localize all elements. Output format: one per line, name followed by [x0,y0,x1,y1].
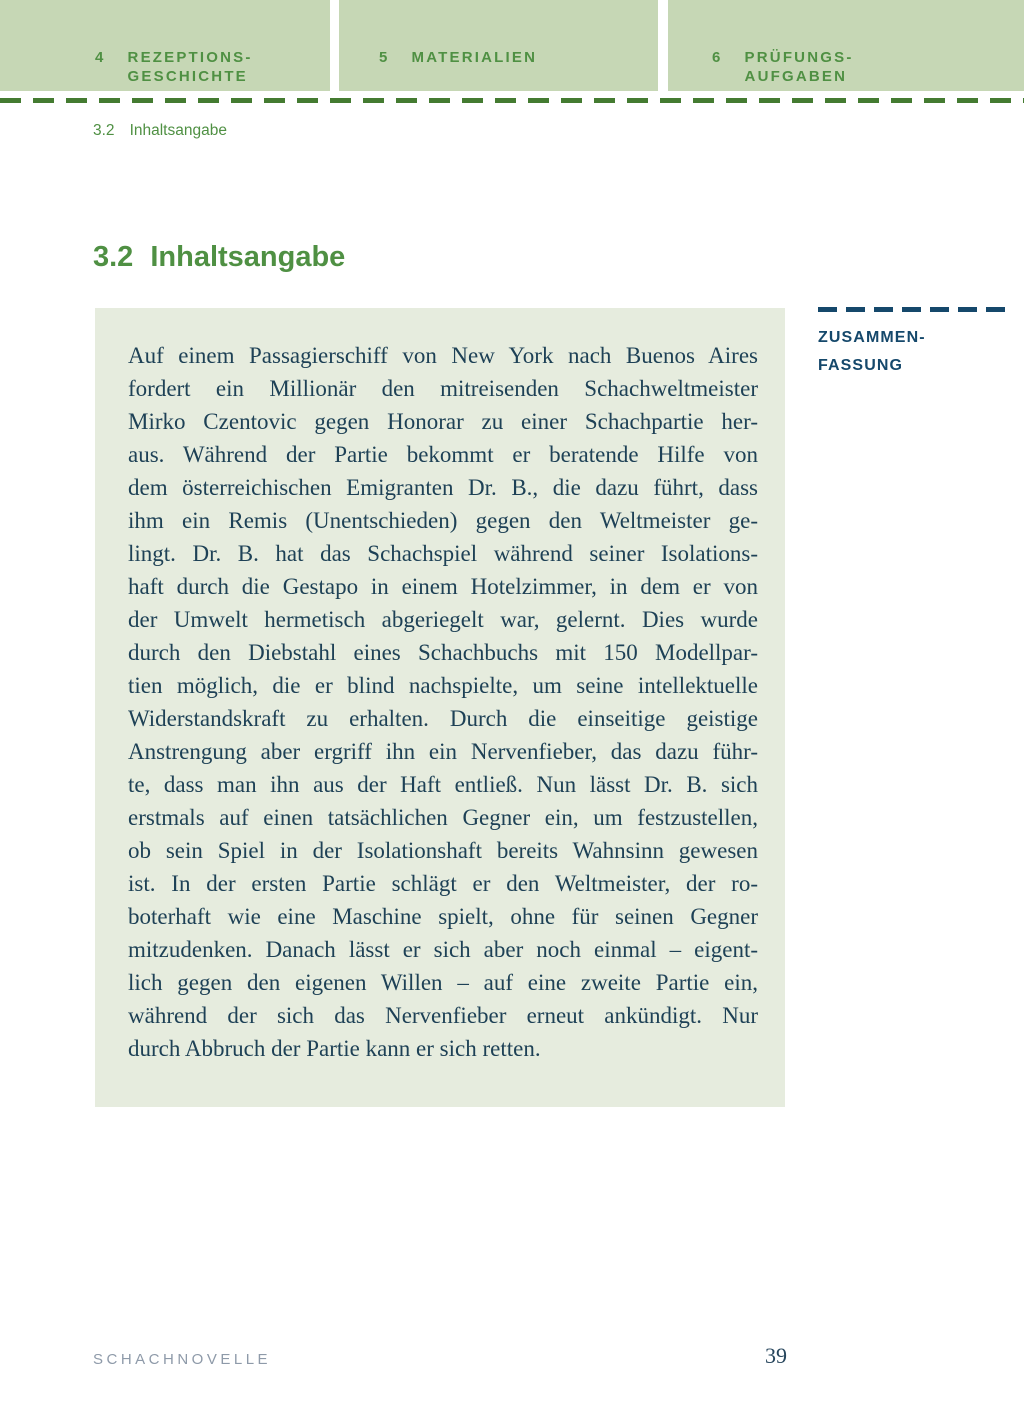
page-title-label: Inhaltsangabe [150,241,346,273]
summary-line: boterhaft wie eine Maschine spielt, ohne für seinen Gegner [128,904,758,929]
summary-box [95,308,785,1107]
summary-line: mitzudenken. Danach lässt er sich aber noch einmal – eigent- [128,937,758,962]
tab-content [668,0,1024,86]
summary-line: fordert ein Millionär den mitreisenden Schachweltmeister [128,376,758,401]
tab-label [745,48,854,86]
summary-line: Anstrengung aber ergriff ihn ein Nervenfieber, das dazu führ- [128,739,758,764]
summary-line: Mirko Czentovic gegen Honorar zu einer Schachpartie her- [128,409,758,434]
summary-line: dem österreichischen Emigranten Dr. B., die dazu führt, dass [128,475,758,500]
summary-line: ob sein Spiel in der Isolationshaft bereits Wahnsinn gewesen [128,838,758,863]
header-dashed-divider [0,98,1024,103]
tab-label-line: PRÜFUNGS- [744,49,854,66]
page-title-number: 3.2 [93,241,134,273]
tab-content [0,0,330,86]
summary-line: ihm ein Remis (Unentschieden) gegen den Weltmeister ge- [128,508,758,533]
tab-label [128,48,253,86]
margin-note-line: ZUSAMMEN- [818,329,926,346]
summary-line: Auf einem Passagierschiff von New York nach Buenos Aires [128,343,758,368]
tab-number: 4 [95,49,106,66]
summary-line: durch den Diebstahl eines Schachbuchs mit 150 Modellpar- [128,640,758,665]
summary-line: te, dass man ihn aus der Haft entließ. Nun lässt Dr. B. sich [128,772,758,797]
margin-note-dashed-rule [818,307,1008,312]
tab-label-line: AUFGABEN [744,68,848,85]
tab-content [339,0,658,67]
margin-note [818,324,926,380]
summary-text [95,308,785,1065]
summary-line: aus. Während der Partie bekommt er beratende Hilfe von [128,442,758,467]
summary-line: durch Abbruch der Partie kann er sich retten. [128,1036,541,1061]
summary-line: tien möglich, die er blind nachspielte, um seine intellektuelle [128,673,758,698]
tab-materialien[interactable] [339,0,658,91]
tab-number: 6 [712,49,723,66]
footer-book-title: SCHACHNOVELLE [93,1351,272,1368]
summary-line: lingt. Dr. B. hat das Schachspiel während seiner Isolations- [128,541,758,566]
tab-rezeptionsgeschichte[interactable] [0,0,330,91]
summary-line: lich gegen den eigenen Willen – auf eine zweite Partie ein, [128,970,758,995]
summary-line: ist. In der ersten Partie schlägt er den Weltmeister, der ro- [128,871,758,896]
tab-label [412,48,538,67]
page-number: 39 [765,1343,787,1368]
summary-line: während der sich das Nervenfieber erneut ankündigt. Nur [128,1003,758,1028]
tab-label-line: GESCHICHTE [127,68,248,85]
summary-line: der Umwelt hermetisch abgeriegelt war, gelernt. Dies wurde [128,607,758,632]
margin-note-line: FASSUNG [818,357,904,374]
summary-line: Widerstandskraft zu erhalten. Durch die einseitige geistige [128,706,758,731]
breadcrumb-label: Inhaltsangabe [129,122,227,139]
summary-line: erstmals auf einen tatsächlichen Gegner ein, um festzustellen, [128,805,758,830]
tab-number: 5 [379,49,390,66]
tab-label-line: REZEPTIONS- [127,49,253,66]
breadcrumb-number: 3.2 [93,122,115,139]
tab-label-line: MATERIALIEN [411,49,538,66]
page-title [93,241,345,274]
breadcrumb [93,122,227,140]
tab-pruefungsaufgaben[interactable] [668,0,1024,91]
summary-line: haft durch die Gestapo in einem Hotelzimmer, in dem er von [128,574,758,599]
